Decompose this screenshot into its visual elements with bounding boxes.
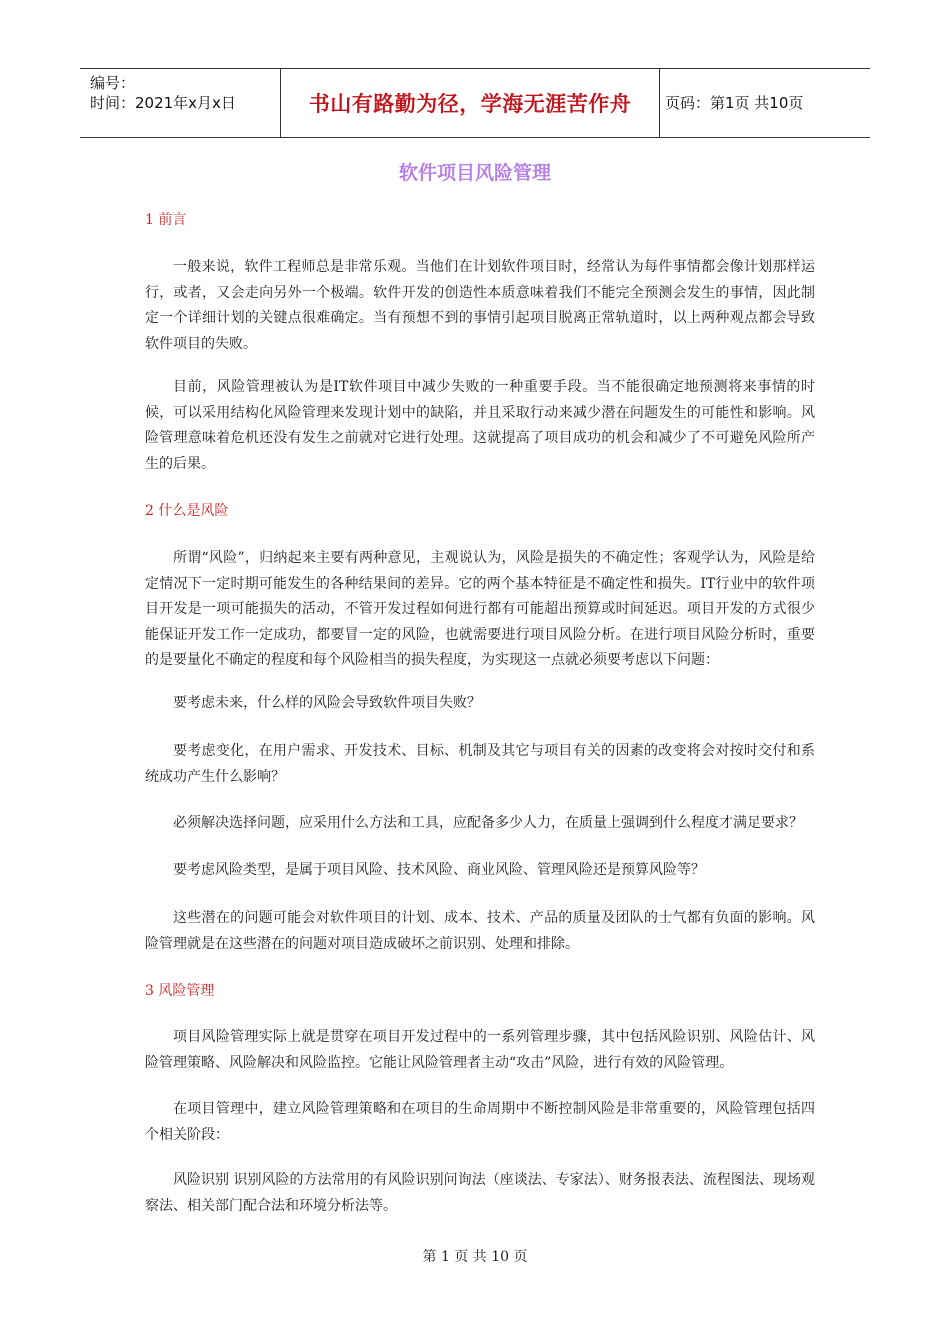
section-heading-1: 1 前言 [145,212,187,228]
paragraph: 一般来说，软件工程师总是非常乐观。当他们在计划软件项目时，经常认为每件事情都会像计划那样运行，或者，又会走向另外一个极端。软件开发的创造性本质意味着我们不能完全预测会发生的事情，因此制定一个详细计划的关键点很难确定。当有预想不到的事情引起项目脱离正常轨道时，以上两种观点都会导致软件项目的失败。 [145,259,815,352]
paragraph: 要考虑风险类型，是属于项目风险、技术风险、商业风险、管理风险还是预算风险等？ [173,862,705,878]
paragraph: 目前，风险管理被认为是IT软件项目中减少失败的一种重要手段。当不能很确定地预测将来事情的时候，可以采用结构化风险管理来发现计划中的缺陷，并且采取行动来减少潜在问题发生的可能性和影响。风险管理意味着危机还没有发生之前就对它进行处理。这就提高了项目成功的机会和减少了不可避免风险所产生的后果。 [145,379,815,472]
paragraph: 要考虑变化，在用户需求、开发技术、目标、机制及其它与项目有关的因素的改变将会对按时交付和系统成功产生什么影响？ [145,743,815,785]
doc-time: 时间：2021年x月x日 [90,94,236,112]
paragraph: 风险识别 识别风险的方法常用的有风险识别问询法（座谈法、专家法）、财务报表法、流程图法、现场观察法、相关部门配合法和环境分析法等。 [145,1172,815,1214]
header-meta [90,73,236,113]
motto: 书山有路勤为径，学海无涯苦作舟 [308,92,632,116]
paragraph: 所谓“风险”，归纳起来主要有两种意见，主观说认为，风险是损失的不确定性；客观学认为，风险是给定情况下一定时期可能发生的各种结果间的差异。它的两个基本特征是不确定性和损失。IT行业中的软件项目开发是一项可能损失的活动，不管开发过程如何进行都有可能超出预算或时间延迟。项目开发的方式很少能保证开发工作一定成功，都要冒一定的风险，也就需要进行项目风险分析。在进行项目风险分析时，重要的是要量化不确定的程度和每个风险相当的损失程度，为实现这一点就必须要考虑以下问题： [145,550,815,668]
page-header [80,68,870,138]
section-heading-2: 2 什么是风险 [145,503,229,519]
doc-code-label: 编号： [90,74,136,92]
paragraph: 这些潜在的问题可能会对软件项目的计划、成本、技术、产品的质量及团队的士气都有负面的影响。风险管理就是在这些潜在的问题对项目造成破坏之前识别、处理和排除。 [145,910,815,952]
paragraph: 项目风险管理实际上就是贯穿在项目开发过程中的一系列管理步骤，其中包括风险识别、风险估计、风险管理策略、风险解决和风险监控。它能让风险管理者主动“攻击”风险，进行有效的风险管理。 [145,1029,815,1071]
document-title: 软件项目风险管理 [398,162,551,184]
section-heading-3: 3 风险管理 [145,983,215,999]
paragraph: 必须解决选择问题，应采用什么方法和工具，应配备多少人力，在质量上强调到什么程度才满足要求？ [173,815,803,831]
paragraph: 要考虑未来，什么样的风险会导致软件项目失败？ [173,695,481,711]
header-motto-cell [280,69,660,137]
paragraph: 在项目管理中，建立风险管理策略和在项目的生命周期中不断控制风险是非常重要的，风险管理包括四个相关阶段： [145,1101,815,1143]
header-page-info: 页码：第1页 共10页 [665,94,804,112]
page-footer: 第 1 页 共 10 页 [422,1249,528,1265]
